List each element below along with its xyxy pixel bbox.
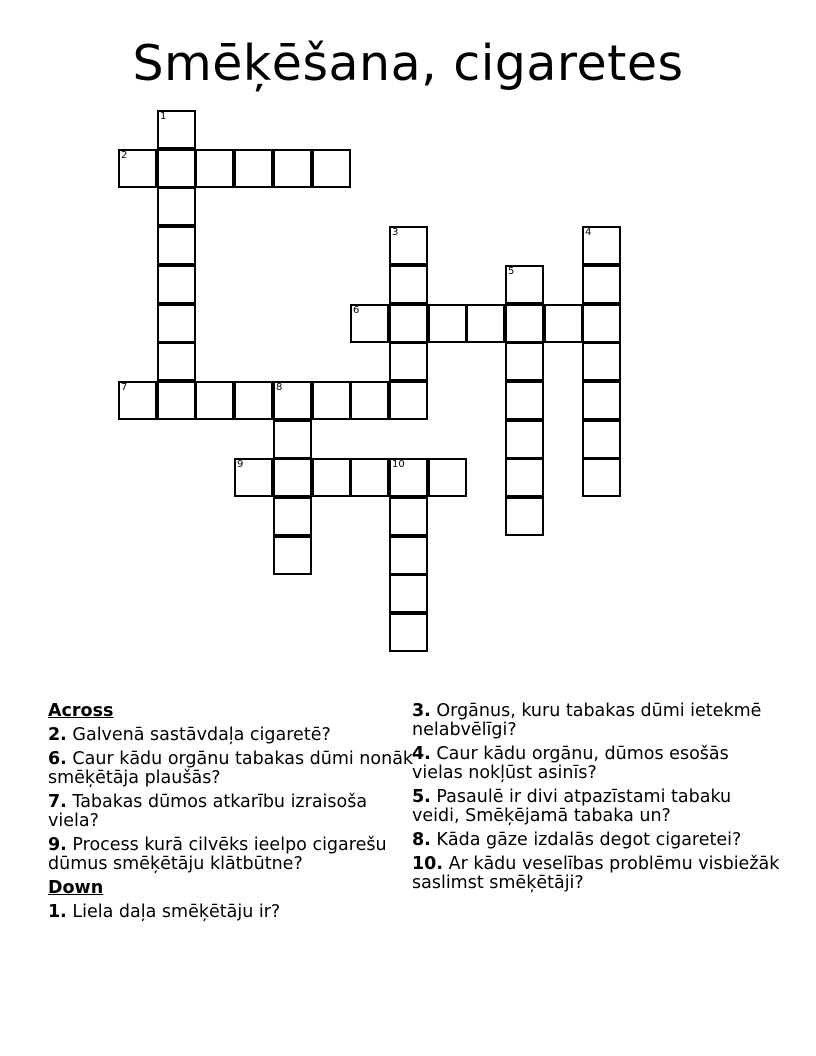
clue-number-label: 2 [121,150,128,161]
grid-cell[interactable] [312,381,351,420]
grid-cell[interactable] [234,381,273,420]
clue-number-label: 8 [276,382,283,393]
grid-cell[interactable] [157,304,196,343]
grid-cell[interactable] [195,149,234,188]
puzzle-title: Smēķēšana, cigaretes [132,35,684,92]
clues-left-column [48,702,418,927]
grid-cell[interactable] [544,304,583,343]
grid-cell[interactable] [428,458,467,497]
grid-cell[interactable] [389,536,428,575]
clue-text: Tabakas dūmos atkarību izraisoša viela? [48,792,368,831]
grid-cell[interactable] [118,381,157,420]
grid-cell[interactable] [312,149,351,188]
grid-cell[interactable] [389,613,428,652]
grid-cell[interactable] [389,304,428,343]
grid-cell[interactable] [466,304,505,343]
grid-cell[interactable] [350,381,389,420]
grid-cell[interactable] [273,497,312,536]
grid-cell[interactable] [389,458,428,497]
clue-across-6 [48,750,418,788]
grid-cell[interactable] [157,381,196,420]
grid-cell[interactable] [195,381,234,420]
grid-cell[interactable] [582,381,621,420]
clue-number: 8. [412,830,431,850]
grid-cell[interactable] [582,265,621,304]
clue-number-label: 4 [585,227,592,238]
clue-number-label: 5 [508,266,515,277]
grid-cell[interactable] [157,187,196,226]
clue-text: Kāda gāze izdalās degot cigaretei? [436,830,742,850]
clue-down-1 [48,903,418,922]
grid-cell[interactable] [582,342,621,381]
clue-down-5 [412,788,782,826]
clue-number: 7. [48,792,67,812]
grid-cell[interactable] [350,304,389,343]
across-heading: Across [48,701,114,721]
grid-cell[interactable] [389,265,428,304]
grid-cell[interactable] [582,420,621,459]
clue-across-7 [48,793,418,831]
grid-cell[interactable] [582,304,621,343]
grid-cell[interactable] [157,265,196,304]
clue-across-2 [48,726,418,745]
clue-down-4 [412,745,782,783]
clue-number: 5. [412,787,431,807]
clue-number-label: 10 [392,459,405,470]
clue-number-label: 9 [237,459,244,470]
clue-number: 9. [48,835,67,855]
clue-text: Ar kādu veselības problēmu visbiežāk saslimst smēķētāji? [412,854,780,893]
grid-cell[interactable] [389,226,428,265]
clue-number-label: 6 [353,305,360,316]
grid-cell[interactable] [505,265,544,304]
grid-cell[interactable] [505,381,544,420]
clues-right-column [412,702,782,898]
clue-number: 3. [412,701,431,721]
clue-text: Liela daļa smēķētāju ir? [72,902,281,922]
grid-cell[interactable] [273,381,312,420]
clue-down-3 [412,702,782,740]
clue-number: 10. [412,854,444,874]
grid-cell[interactable] [273,420,312,459]
grid-cell[interactable] [273,458,312,497]
grid-cell[interactable] [582,458,621,497]
clue-number-label: 1 [160,111,167,122]
grid-cell[interactable] [505,304,544,343]
grid-cell[interactable] [389,342,428,381]
clue-number-label: 3 [392,227,399,238]
down-heading: Down [48,878,104,898]
grid-cell[interactable] [234,458,273,497]
clue-text: Caur kādu orgānu, dūmos esošās vielas nokļūst asinīs? [412,744,729,783]
grid-cell[interactable] [505,420,544,459]
grid-cell[interactable] [118,149,157,188]
grid-cell[interactable] [582,226,621,265]
clue-text: Pasaulē ir divi atpazīstami tabaku veidi, Smēķējamā tabaka un? [412,787,732,826]
grid-cell[interactable] [234,149,273,188]
grid-cell[interactable] [273,536,312,575]
grid-cell[interactable] [273,149,312,188]
grid-cell[interactable] [312,458,351,497]
clue-across-9 [48,836,418,874]
grid-cell[interactable] [389,574,428,613]
clue-text: Orgānus, kuru tabakas dūmi ietekmē nelabvēlīgi? [412,701,762,740]
grid-cell[interactable] [428,304,467,343]
grid-cell[interactable] [389,497,428,536]
grid-cell[interactable] [157,226,196,265]
grid-cell[interactable] [157,110,196,149]
grid-cell[interactable] [157,149,196,188]
clue-number: 1. [48,902,67,922]
clue-text: Caur kādu orgānu tabakas dūmi nonāk smēķētāja plaušās? [48,749,414,788]
grid-cell[interactable] [505,497,544,536]
grid-cell[interactable] [505,458,544,497]
clue-number-label: 7 [121,382,128,393]
grid-cell[interactable] [350,458,389,497]
grid-cell[interactable] [389,381,428,420]
clue-text: Process kurā cilvēks ieelpo cigarešu dūmus smēķētāju klātbūtne? [48,835,387,874]
clue-number: 4. [412,744,431,764]
clue-number: 2. [48,725,67,745]
grid-cell[interactable] [157,342,196,381]
grid-cell[interactable] [505,342,544,381]
clue-down-8 [412,831,782,850]
clue-text: Galvenā sastāvdaļa cigaretē? [72,725,331,745]
clue-down-10 [412,855,782,893]
clue-number: 6. [48,749,67,769]
